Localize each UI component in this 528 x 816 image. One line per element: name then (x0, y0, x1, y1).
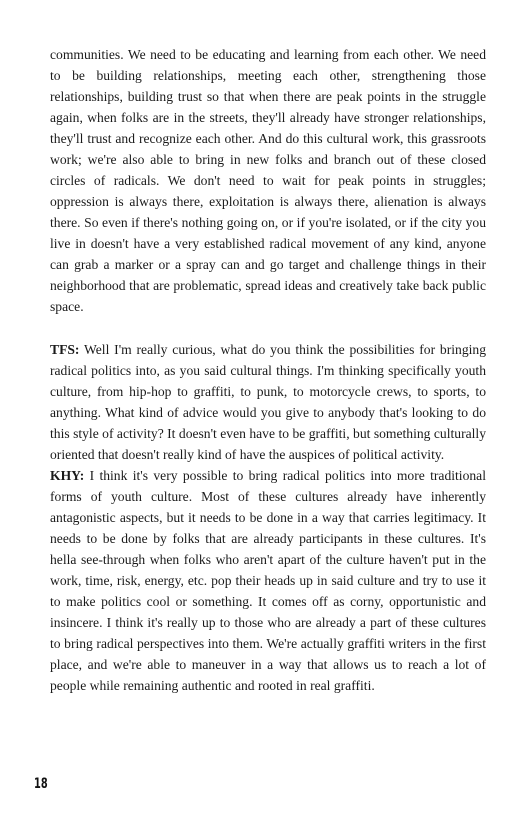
speaker-label-khy: KHY: (50, 468, 85, 483)
paragraph-khy-answer (50, 465, 486, 696)
paragraph-text: Well I'm really curious, what do you think the possibilities for bringing radical politics into, as you said cultural things. I'm thinking specifically youth culture, from hip-hop to graffiti, to punk, to motorcycle crews, to sports, to anything. What kind of advice would you give to anybody that's looking to do this style of activity? It doesn't even have to be graffiti, but something culturally oriented that doesn't really kind of have the auspices of political activity. (50, 342, 486, 462)
paragraph-text: communities. We need to be educating and learning from each other. We need to be building relationships, meeting each other, strengthening those relationships, building trust so that when there are peak points in the struggle again, when folks are in the streets, they'll already have stronger relationships, they'll trust and recognize each other. And do this cultural work, this grassroots work; we're also able to bring in new folks and branch out of these closed circles of radicals. We don't need to wait for peak points in struggles; oppression is always there, exploitation is always there, alienation is always there. So even if there's nothing going on, or if you're isolated, or if the city you live in doesn't have a very established radical movement of any kind, anyone can grab a marker or a spray can and go target and challenge things in their neighborhood that are problematic, spread ideas and creatively take back public space. (50, 47, 486, 314)
speaker-label-tfs: TFS: (50, 342, 80, 357)
paragraph-continuation (50, 44, 486, 317)
paragraph-tfs-question (50, 339, 486, 465)
paragraph-text: I think it's very possible to bring radical politics into more traditional forms of youth culture. Most of these cultures already have inherently antagonistic aspects, but it needs to be done in a way that carries legitimacy. It needs to be done by folks that are already participants in these cultures. It's hella see-through when folks who aren't apart of the culture haven't put in the work, time, risk, energy, etc. pop their heads up in said culture and try to use it to make politics cool or something. It comes off as corny, opportunistic and insincere. I think it's really up to those who are already a part of these cultures to bring radical perspectives into them. We're actually graffiti writers in the first place, and we're able to maneuver in a way that allows us to reach a lot of people while remaining authentic and rooted in real graffiti. (50, 468, 486, 693)
page-number: 18 (34, 776, 48, 792)
